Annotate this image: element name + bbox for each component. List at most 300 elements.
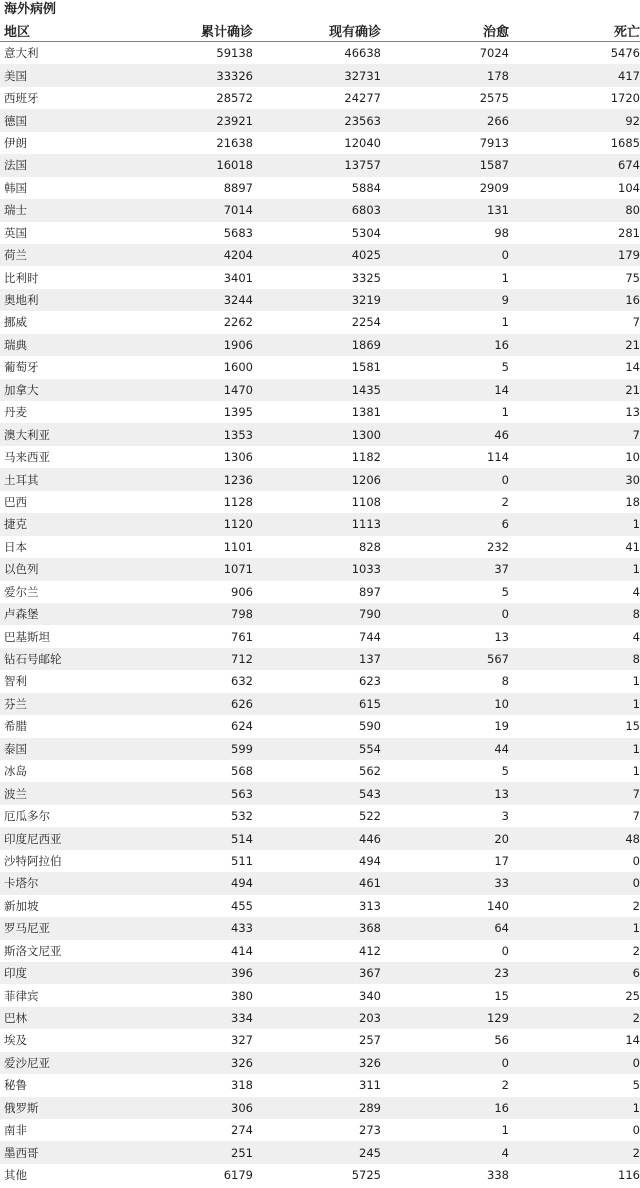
table-row	[0, 581, 640, 603]
total-confirmed-cell: 1353	[134, 423, 253, 445]
region-cell: 德国	[0, 109, 134, 131]
total-confirmed-cell: 21638	[216, 135, 253, 150]
region-cell: 加拿大	[0, 379, 134, 401]
recovered-cell: 1	[501, 315, 509, 330]
table-row	[0, 64, 640, 86]
table-row	[0, 782, 640, 804]
table-body	[0, 42, 640, 1187]
recovered-cell: 13	[494, 629, 509, 644]
table-row	[0, 513, 640, 535]
region-cell: 伊朗	[4, 135, 27, 150]
column-header-current-confirmed: 现有确诊	[253, 20, 381, 42]
deaths-cell: 417	[509, 64, 640, 86]
deaths-cell: 7	[632, 809, 640, 824]
current-confirmed-cell: 3219	[253, 289, 381, 311]
deaths-cell: 1	[509, 513, 640, 535]
current-confirmed-cell: 1206	[253, 468, 381, 490]
recovered-cell: 2	[501, 494, 509, 509]
table-header-row	[0, 20, 640, 42]
recovered-cell: 2575	[479, 91, 509, 106]
region-cell: 埃及	[4, 1033, 27, 1048]
current-confirmed-cell: 257	[359, 1033, 381, 1048]
table-row	[0, 738, 640, 760]
recovered-cell: 46	[381, 423, 509, 445]
deaths-cell: 5476	[610, 46, 640, 61]
region-cell: 爱沙尼亚	[0, 1052, 134, 1074]
total-confirmed-cell: 33326	[134, 64, 253, 86]
current-confirmed-cell: 543	[253, 782, 381, 804]
total-confirmed-cell: 1600	[223, 360, 253, 375]
current-confirmed-cell: 1182	[351, 450, 381, 465]
region-cell: 巴林	[0, 1007, 134, 1029]
column-header-deaths: 死亡	[509, 20, 640, 42]
recovered-cell: 129	[381, 1007, 509, 1029]
deaths-cell: 30	[509, 468, 640, 490]
recovered-cell: 1	[501, 1123, 509, 1138]
recovered-cell: 232	[487, 539, 509, 554]
recovered-cell: 3	[501, 809, 509, 824]
total-confirmed-cell: 1101	[223, 539, 253, 554]
table-row	[0, 1164, 640, 1186]
region-cell: 斯洛文尼亚	[4, 943, 62, 958]
region-cell: 新加坡	[4, 898, 39, 913]
recovered-cell: 5	[501, 360, 509, 375]
table-row	[0, 1097, 640, 1119]
recovered-cell: 266	[381, 109, 509, 131]
current-confirmed-cell: 5884	[351, 180, 381, 195]
table-row	[0, 401, 640, 423]
region-cell: 荷兰	[0, 244, 134, 266]
recovered-cell: 6	[381, 513, 509, 535]
total-confirmed-cell: 5683	[223, 225, 253, 240]
region-cell: 日本	[4, 539, 27, 554]
total-confirmed-cell: 28572	[216, 91, 253, 106]
total-confirmed-cell: 3244	[134, 289, 253, 311]
region-cell: 冰岛	[4, 764, 27, 779]
recovered-cell: 178	[381, 64, 509, 86]
current-confirmed-cell: 6803	[253, 199, 381, 221]
current-confirmed-cell: 522	[359, 809, 381, 824]
cases-table	[0, 20, 640, 1186]
table-row	[0, 289, 640, 311]
total-confirmed-cell: 318	[231, 1078, 253, 1093]
recovered-cell: 0	[381, 468, 509, 490]
total-confirmed-cell: 251	[134, 1141, 253, 1163]
deaths-cell: 1	[509, 917, 640, 939]
region-cell: 丹麦	[4, 405, 27, 420]
total-confirmed-cell: 414	[231, 943, 253, 958]
current-confirmed-cell: 4025	[253, 244, 381, 266]
current-confirmed-cell: 32731	[253, 64, 381, 86]
recovered-cell: 7024	[479, 46, 509, 61]
region-cell: 意大利	[4, 46, 39, 61]
region-cell: 挪威	[4, 315, 27, 330]
table-row	[0, 423, 640, 445]
table-row	[0, 940, 640, 962]
column-header-total-confirmed: 累计确诊	[134, 20, 253, 42]
recovered-cell: 15	[494, 988, 509, 1003]
total-confirmed-cell: 906	[231, 584, 253, 599]
recovered-cell: 13	[381, 782, 509, 804]
current-confirmed-cell: 368	[253, 917, 381, 939]
recovered-cell: 5	[501, 764, 509, 779]
recovered-cell: 114	[487, 450, 509, 465]
current-confirmed-cell: 326	[253, 1052, 381, 1074]
deaths-cell: 2	[509, 1007, 640, 1029]
table-row	[0, 1052, 640, 1074]
current-confirmed-cell: 1869	[253, 334, 381, 356]
table-row	[0, 715, 640, 737]
region-cell: 瑞典	[0, 334, 134, 356]
recovered-cell: 2909	[479, 180, 509, 195]
table-row	[0, 334, 640, 356]
total-confirmed-cell: 16018	[134, 154, 253, 176]
total-confirmed-cell: 6179	[223, 1168, 253, 1183]
deaths-cell: 1685	[610, 135, 640, 150]
recovered-cell: 8	[501, 674, 509, 689]
current-confirmed-cell: 623	[359, 674, 381, 689]
deaths-cell: 7	[509, 423, 640, 445]
total-confirmed-cell: 23921	[134, 109, 253, 131]
region-cell: 比利时	[4, 270, 39, 285]
deaths-cell: 7	[632, 315, 640, 330]
total-confirmed-cell: 626	[134, 693, 253, 715]
current-confirmed-cell: 744	[359, 629, 381, 644]
total-confirmed-cell: 274	[231, 1123, 253, 1138]
deaths-cell: 92	[509, 109, 640, 131]
table-row	[0, 379, 640, 401]
deaths-cell: 104	[618, 180, 640, 195]
total-confirmed-cell: 514	[134, 827, 253, 849]
current-confirmed-cell: 3325	[351, 270, 381, 285]
table-row	[0, 760, 640, 782]
deaths-cell: 25	[625, 988, 640, 1003]
total-confirmed-cell: 632	[231, 674, 253, 689]
table-row	[0, 199, 640, 221]
region-cell: 爱尔兰	[4, 584, 39, 599]
total-confirmed-cell: 511	[231, 853, 253, 868]
deaths-cell: 1	[632, 764, 640, 779]
recovered-cell: 16	[381, 334, 509, 356]
region-cell: 澳大利亚	[0, 423, 134, 445]
total-confirmed-cell: 1071	[134, 558, 253, 580]
deaths-cell: 4	[632, 629, 640, 644]
region-cell: 巴基斯坦	[4, 629, 50, 644]
current-confirmed-cell: 562	[359, 764, 381, 779]
deaths-cell: 8	[509, 648, 640, 670]
current-confirmed-cell: 273	[359, 1123, 381, 1138]
current-confirmed-cell: 412	[359, 943, 381, 958]
recovered-cell: 10	[381, 693, 509, 715]
current-confirmed-cell: 313	[359, 898, 381, 913]
current-confirmed-cell: 590	[359, 719, 381, 734]
deaths-cell: 1720	[610, 91, 640, 106]
recovered-cell: 17	[494, 853, 509, 868]
total-confirmed-cell: 624	[231, 719, 253, 734]
region-cell: 土耳其	[0, 468, 134, 490]
current-confirmed-cell: 245	[253, 1141, 381, 1163]
total-confirmed-cell: 1306	[223, 450, 253, 465]
deaths-cell: 6	[509, 962, 640, 984]
current-confirmed-cell: 367	[253, 962, 381, 984]
total-confirmed-cell: 2262	[223, 315, 253, 330]
table-row	[0, 962, 640, 984]
deaths-cell: 1	[509, 1097, 640, 1119]
deaths-cell: 41	[625, 539, 640, 554]
table-row	[0, 984, 640, 1006]
table-row	[0, 536, 640, 558]
deaths-cell: 2	[509, 1141, 640, 1163]
table-row	[0, 311, 640, 333]
region-cell: 葡萄牙	[4, 360, 39, 375]
region-cell: 波兰	[0, 782, 134, 804]
current-confirmed-cell: 12040	[344, 135, 381, 150]
deaths-cell: 80	[509, 199, 640, 221]
current-confirmed-cell: 137	[253, 648, 381, 670]
region-cell: 沙特阿拉伯	[4, 853, 62, 868]
deaths-cell: 8	[509, 603, 640, 625]
total-confirmed-cell: 326	[134, 1052, 253, 1074]
current-confirmed-cell: 340	[359, 988, 381, 1003]
current-confirmed-cell: 1033	[253, 558, 381, 580]
deaths-cell: 1	[509, 693, 640, 715]
deaths-cell: 4	[632, 584, 640, 599]
recovered-cell: 131	[381, 199, 509, 221]
deaths-cell: 674	[509, 154, 640, 176]
region-cell: 卢森堡	[0, 603, 134, 625]
total-confirmed-cell: 1395	[223, 405, 253, 420]
deaths-cell: 1	[632, 674, 640, 689]
current-confirmed-cell: 46638	[344, 46, 381, 61]
region-cell: 西班牙	[4, 91, 39, 106]
total-confirmed-cell: 563	[134, 782, 253, 804]
region-cell: 泰国	[0, 738, 134, 760]
total-confirmed-cell: 1120	[134, 513, 253, 535]
total-confirmed-cell: 494	[134, 872, 253, 894]
table-row	[0, 1074, 640, 1096]
table-row	[0, 872, 640, 894]
current-confirmed-cell: 23563	[253, 109, 381, 131]
table-row	[0, 827, 640, 849]
total-confirmed-cell: 1906	[134, 334, 253, 356]
table-row	[0, 805, 640, 827]
region-cell: 希腊	[4, 719, 27, 734]
region-cell: 罗马尼亚	[0, 917, 134, 939]
region-cell: 英国	[4, 225, 27, 240]
region-cell: 厄瓜多尔	[4, 809, 50, 824]
recovered-cell: 338	[487, 1168, 509, 1183]
recovered-cell: 23	[381, 962, 509, 984]
table-row	[0, 1029, 640, 1051]
current-confirmed-cell: 5304	[351, 225, 381, 240]
region-cell: 印度尼西亚	[0, 827, 134, 849]
region-cell: 卡塔尔	[0, 872, 134, 894]
current-confirmed-cell: 13757	[253, 154, 381, 176]
current-confirmed-cell: 1435	[253, 379, 381, 401]
total-confirmed-cell: 3401	[223, 270, 253, 285]
table-row	[0, 154, 640, 176]
table-row	[0, 222, 640, 244]
deaths-cell: 1	[509, 738, 640, 760]
recovered-cell: 1	[501, 405, 509, 420]
table-row	[0, 625, 640, 647]
deaths-cell: 48	[509, 827, 640, 849]
table-row	[0, 468, 640, 490]
deaths-cell: 7	[509, 782, 640, 804]
region-cell: 其他	[4, 1168, 27, 1183]
deaths-cell: 116	[618, 1168, 640, 1183]
table-row	[0, 693, 640, 715]
column-header-region: 地区	[0, 20, 134, 42]
total-confirmed-cell: 798	[134, 603, 253, 625]
region-cell: 菲律宾	[4, 988, 39, 1003]
table-row	[0, 670, 640, 692]
deaths-cell: 15	[625, 719, 640, 734]
table-row	[0, 1007, 640, 1029]
current-confirmed-cell: 1381	[351, 405, 381, 420]
deaths-cell: 75	[625, 270, 640, 285]
total-confirmed-cell: 1128	[223, 494, 253, 509]
recovered-cell: 16	[381, 1097, 509, 1119]
recovered-cell: 56	[494, 1033, 509, 1048]
deaths-cell: 13	[625, 405, 640, 420]
recovered-cell: 567	[381, 648, 509, 670]
current-confirmed-cell: 2254	[351, 315, 381, 330]
total-confirmed-cell: 532	[231, 809, 253, 824]
deaths-cell: 1	[509, 558, 640, 580]
region-cell: 奥地利	[0, 289, 134, 311]
recovered-cell: 33	[381, 872, 509, 894]
total-confirmed-cell: 327	[231, 1033, 253, 1048]
total-confirmed-cell: 761	[231, 629, 253, 644]
table-row	[0, 109, 640, 131]
total-confirmed-cell: 433	[134, 917, 253, 939]
table-row	[0, 558, 640, 580]
deaths-cell: 16	[509, 289, 640, 311]
total-confirmed-cell: 455	[231, 898, 253, 913]
recovered-cell: 0	[381, 603, 509, 625]
total-confirmed-cell: 59138	[216, 46, 253, 61]
region-cell: 芬兰	[0, 693, 134, 715]
recovered-cell: 19	[494, 719, 509, 734]
table-row	[0, 603, 640, 625]
region-cell: 墨西哥	[0, 1141, 134, 1163]
deaths-cell: 14	[625, 1033, 640, 1048]
deaths-cell: 0	[509, 872, 640, 894]
region-cell: 秘鲁	[4, 1078, 27, 1093]
table-row	[0, 917, 640, 939]
current-confirmed-cell: 828	[359, 539, 381, 554]
current-confirmed-cell: 5725	[351, 1168, 381, 1183]
table-row	[0, 895, 640, 917]
region-cell: 钻石号邮轮	[0, 648, 134, 670]
table-row	[0, 491, 640, 513]
region-cell: 韩国	[4, 180, 27, 195]
recovered-cell: 64	[381, 917, 509, 939]
current-confirmed-cell: 461	[253, 872, 381, 894]
region-cell: 智利	[4, 674, 27, 689]
table-row	[0, 648, 640, 670]
recovered-cell: 0	[381, 1052, 509, 1074]
total-confirmed-cell: 712	[134, 648, 253, 670]
deaths-cell: 21	[509, 334, 640, 356]
table-row	[0, 1141, 640, 1163]
table-row	[0, 446, 640, 468]
total-confirmed-cell: 4204	[134, 244, 253, 266]
table-row	[0, 1119, 640, 1141]
total-confirmed-cell: 7014	[134, 199, 253, 221]
recovered-cell: 20	[381, 827, 509, 849]
recovered-cell: 2	[501, 1078, 509, 1093]
deaths-cell: 0	[509, 1052, 640, 1074]
recovered-cell: 98	[494, 225, 509, 240]
current-confirmed-cell: 897	[359, 584, 381, 599]
current-confirmed-cell: 790	[253, 603, 381, 625]
current-confirmed-cell: 615	[253, 693, 381, 715]
region-cell: 马来西亚	[4, 450, 50, 465]
region-cell: 捷克	[0, 513, 134, 535]
current-confirmed-cell: 554	[253, 738, 381, 760]
current-confirmed-cell: 446	[253, 827, 381, 849]
recovered-cell: 4	[381, 1141, 509, 1163]
recovered-cell: 0	[501, 943, 509, 958]
current-confirmed-cell: 1108	[351, 494, 381, 509]
deaths-cell: 21	[509, 379, 640, 401]
recovered-cell: 44	[381, 738, 509, 760]
region-cell: 瑞士	[0, 199, 134, 221]
column-header-recovered: 治愈	[381, 20, 509, 42]
current-confirmed-cell: 1300	[253, 423, 381, 445]
total-confirmed-cell: 334	[134, 1007, 253, 1029]
table-row	[0, 266, 640, 288]
region-cell: 以色列	[0, 558, 134, 580]
deaths-cell: 2	[632, 898, 640, 913]
table-row	[0, 87, 640, 109]
current-confirmed-cell: 1113	[253, 513, 381, 535]
recovered-cell: 37	[381, 558, 509, 580]
region-cell: 美国	[0, 64, 134, 86]
table-row	[0, 244, 640, 266]
deaths-cell: 281	[618, 225, 640, 240]
recovered-cell: 140	[487, 898, 509, 913]
current-confirmed-cell: 24277	[344, 91, 381, 106]
recovered-cell: 1	[501, 270, 509, 285]
table-row	[0, 356, 640, 378]
deaths-cell: 14	[625, 360, 640, 375]
recovered-cell: 0	[381, 244, 509, 266]
recovered-cell: 1587	[381, 154, 509, 176]
deaths-cell: 179	[509, 244, 640, 266]
recovered-cell: 7913	[479, 135, 509, 150]
total-confirmed-cell: 8897	[223, 180, 253, 195]
total-confirmed-cell: 1470	[134, 379, 253, 401]
deaths-cell: 0	[632, 1123, 640, 1138]
table-row	[0, 42, 640, 65]
region-cell: 巴西	[4, 494, 27, 509]
table-row	[0, 177, 640, 199]
current-confirmed-cell: 289	[253, 1097, 381, 1119]
deaths-cell: 0	[632, 853, 640, 868]
total-confirmed-cell: 599	[134, 738, 253, 760]
deaths-cell: 18	[625, 494, 640, 509]
table-row	[0, 132, 640, 154]
deaths-cell: 5	[632, 1078, 640, 1093]
recovered-cell: 5	[501, 584, 509, 599]
recovered-cell: 14	[381, 379, 509, 401]
total-confirmed-cell: 396	[134, 962, 253, 984]
region-cell: 南非	[4, 1123, 27, 1138]
current-confirmed-cell: 311	[359, 1078, 381, 1093]
